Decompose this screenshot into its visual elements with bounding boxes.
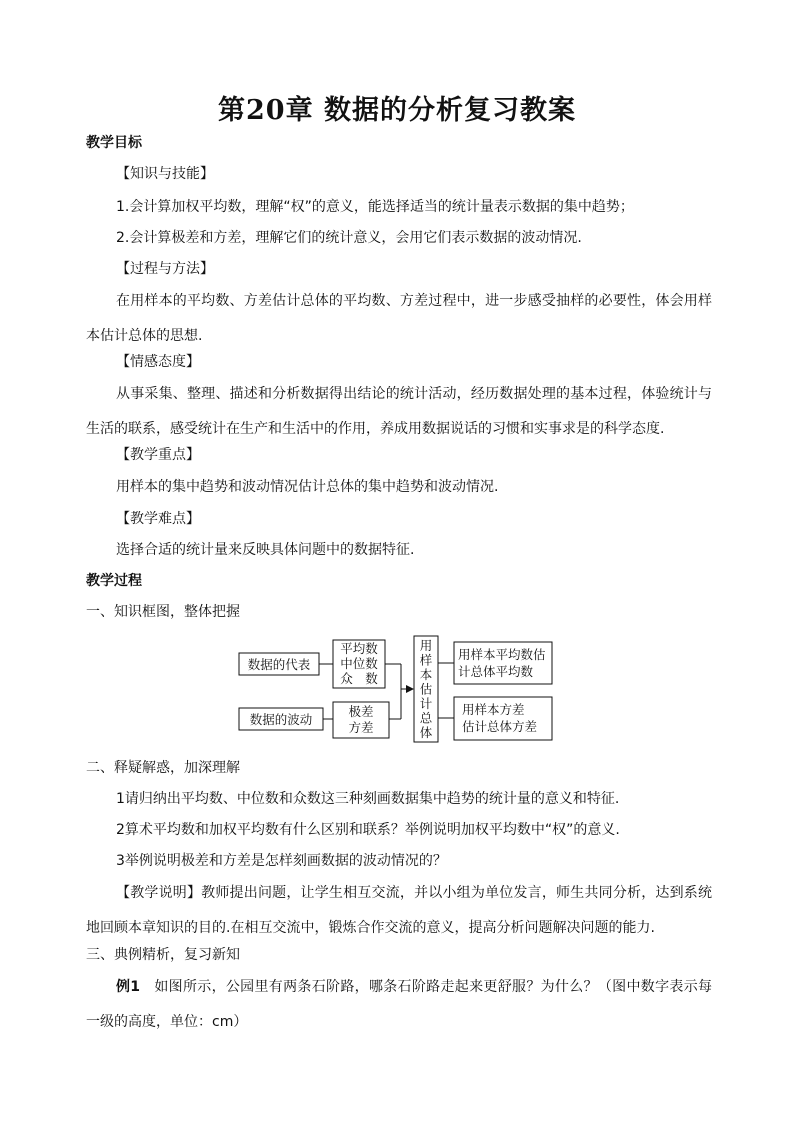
- key-point-text: 用样本的集中趋势和波动情况估计总体的集中趋势和波动情况.: [116, 479, 499, 495]
- range-label: 极差: [348, 704, 374, 719]
- center-char-6: 总: [419, 710, 433, 726]
- difficulty-text: 选择合适的统计量来反映具体问题中的数据特征.: [116, 542, 415, 558]
- teaching-note-label: 【教学说明】: [116, 885, 202, 901]
- center-char-1: 用: [419, 638, 433, 653]
- knowledge-item-1: 1.会计算加权平均数，理解“权”的意义，能选择适当的统计量表示数据的集中趋势；: [116, 199, 634, 215]
- section-3-heading: 三、典例精析，复习新知: [86, 947, 240, 963]
- question-1: 1请归纳出平均数、中位数和众数这三种刻画数据集中趋势的统计量的意义和特征.: [116, 791, 620, 807]
- example-1-text: 如图所示，公园里有两条石阶路，哪条石阶路走起来更舒服？为什么？（图中数字表示每一级的高度，单位：cm）: [86, 979, 713, 1030]
- estimate-variance-line-2: 估计总体方差: [462, 719, 538, 734]
- section-2-heading: 二、释疑解惑，加深理解: [86, 760, 240, 776]
- knowledge-item-2: 2.会计算极差和方差，理解它们的统计意义，会用它们表示数据的波动情况.: [116, 230, 582, 246]
- process-label: 【过程与方法】: [116, 261, 214, 277]
- center-char-7: 体: [419, 725, 433, 740]
- teaching-note-text: 教师提出问题，让学生相互交流，并以小组为单位发言，师生共同分析，达到系统地回顾本章知识的目的.在相互交流中，锻炼合作交流的意义，提高分析问题解决问题的能力.: [86, 885, 712, 936]
- estimate-mean-line-1: 用样本平均数估: [458, 647, 546, 662]
- page-title: 第20章 数据的分析复习教案: [218, 95, 576, 126]
- emotion-paragraph: 从事采集、整理、描述和分析数据得出结论的统计活动，经历数据处理的基本过程，体验统计与生活的联系，感受统计在生产和生活中的作用，养成用数据说话的习惯和实事求是的科学态度.: [86, 386, 712, 437]
- mean-label: 平均数: [340, 641, 378, 656]
- emotion-label: 【情感态度】: [116, 354, 200, 370]
- objectives-heading: 教学目标: [86, 135, 142, 151]
- estimate-variance-line-1: 用样本方差: [462, 702, 525, 717]
- teaching-note-paragraph: [86, 876, 712, 946]
- key-point-label: 【教学重点】: [116, 447, 200, 463]
- knowledge-framework-diagram: [236, 632, 556, 746]
- teaching-process-heading: 教学过程: [86, 573, 142, 589]
- center-char-3: 本: [419, 667, 433, 682]
- median-label: 中位数: [340, 656, 378, 671]
- fluctuation-box-label: 数据的波动: [249, 712, 313, 727]
- section-1-heading: 一、知识框图，整体把握: [86, 604, 240, 620]
- center-char-2: 样: [419, 652, 433, 668]
- representative-box-label: 数据的代表: [247, 657, 311, 672]
- knowledge-label: 【知识与技能】: [116, 166, 214, 182]
- example-1-label: 例1: [116, 979, 141, 995]
- center-char-4: 估: [419, 681, 433, 697]
- center-char-5: 计: [419, 696, 433, 711]
- question-2: 2算术平均数和加权平均数有什么区别和联系？举例说明加权平均数中“权”的意义.: [116, 822, 620, 838]
- example-1-paragraph: [86, 970, 712, 1040]
- process-paragraph: 在用样本的平均数、方差估计总体的平均数、方差过程中，进一步感受抽样的必要性，体会用样本估计总体的思想.: [86, 293, 712, 344]
- mode-label: 众 数: [340, 671, 378, 686]
- estimate-mean-line-2: 计总体平均数: [458, 664, 534, 679]
- variance-label: 方差: [348, 720, 374, 735]
- difficulty-label: 【教学难点】: [116, 511, 200, 527]
- question-3: 3举例说明极差和方差是怎样刻画数据的波动情况的？: [116, 853, 447, 869]
